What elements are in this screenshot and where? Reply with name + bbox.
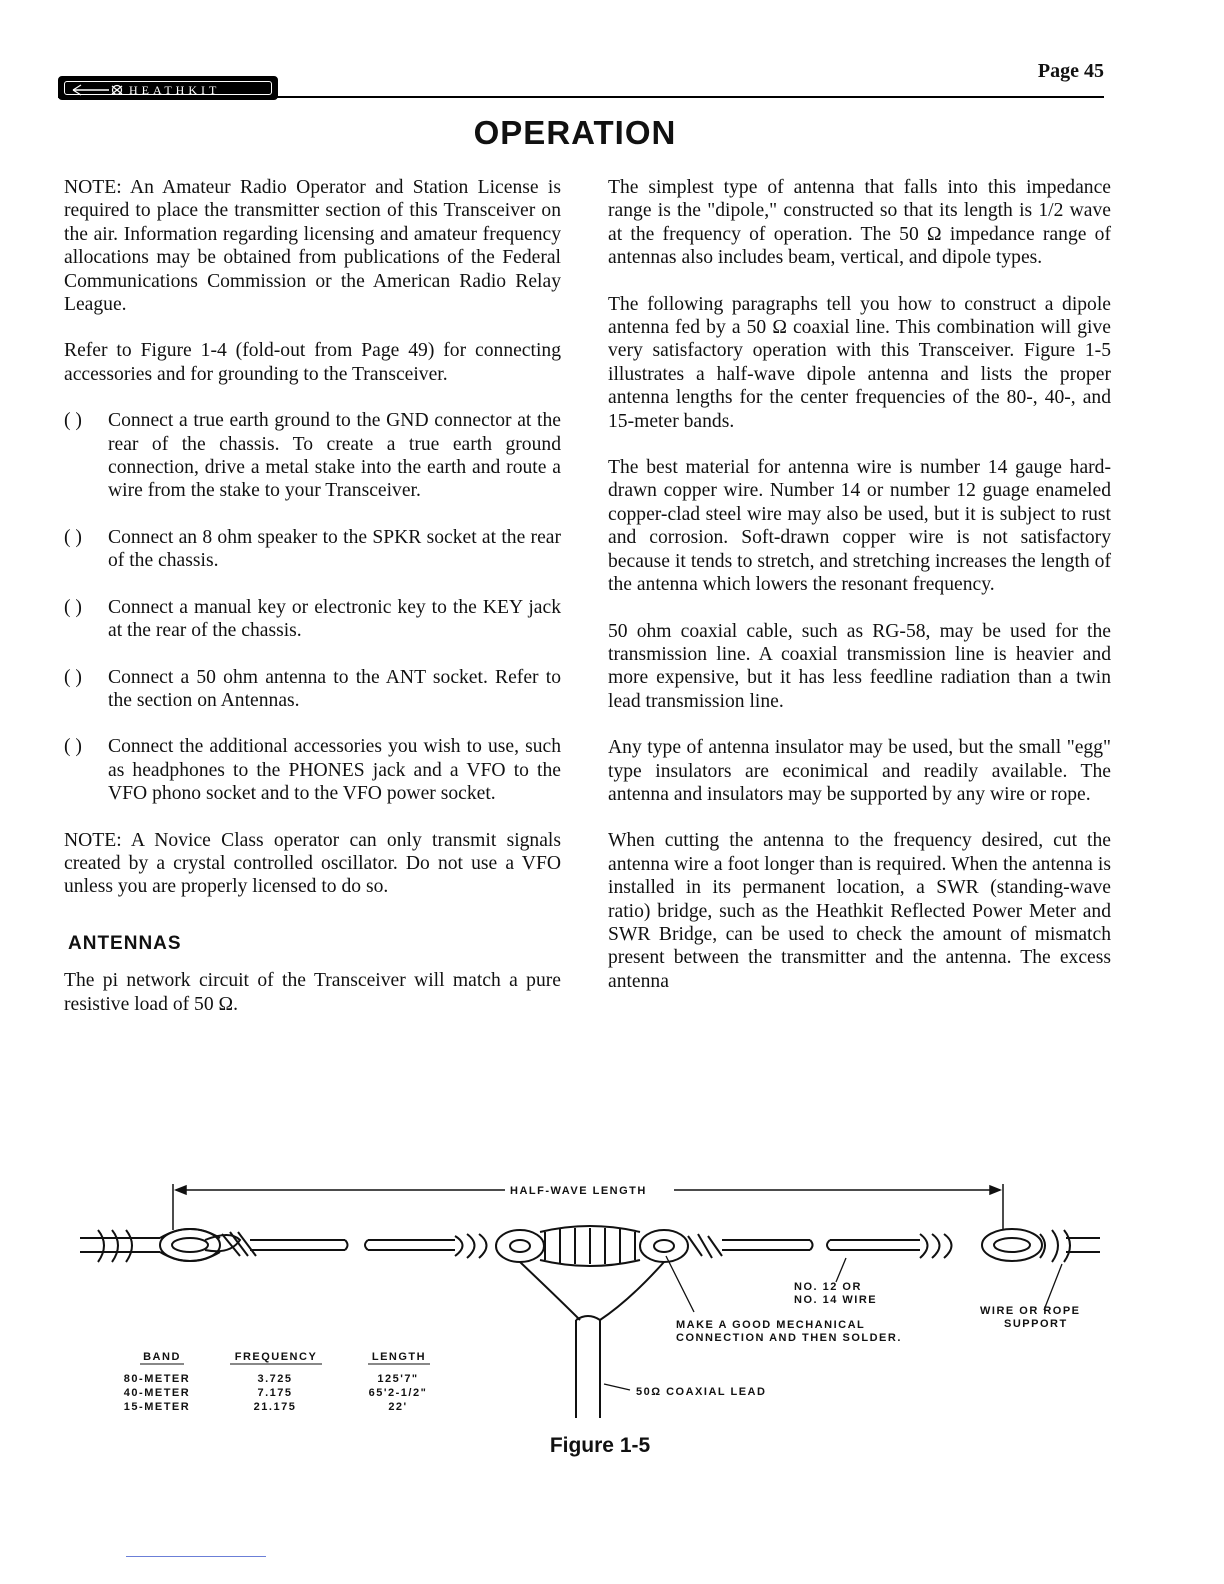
table-cell: 15-METER [123, 1401, 191, 1413]
step-text: Connect a manual key or electronic key to the KEY jack at the rear of the chassis. [108, 596, 561, 642]
table-header-band: BAND [143, 1351, 181, 1363]
support-label-line2: SUPPORT [1004, 1318, 1068, 1330]
step-key [64, 596, 561, 643]
paragraph-construction: The following paragraphs tell you how to construct a dipole antenna fed by a 50 Ω coaxial line. This combination will give very satisfactory operation with this Transceiver. Figure 1-5 illustrates a half-wave dipole antenna and lists the proper antenna lengths for the center frequencies of the 80-, 40-, and 15-meter bands. [608, 293, 1111, 432]
license-note: NOTE: An Amateur Radio Operator and Station License is required to place the transmitter section of this Transceiver on the air. Information regarding licensing and amateur frequency allocations may be obtained from publications of the Federal Communications Commission or the American Radio Relay League. [64, 177, 561, 316]
right-antenna-wire [688, 1234, 952, 1258]
left-support [80, 1229, 220, 1262]
step-accessories [64, 735, 561, 805]
table-cell: 7.175 [257, 1387, 293, 1399]
right-support [982, 1229, 1100, 1262]
coax-label: 50Ω COAXIAL LEAD [636, 1386, 767, 1398]
wire-label-line1: NO. 12 OR [794, 1281, 862, 1293]
step-text: Connect an 8 ohm speaker to the SPKR socket at the rear of the chassis. [108, 526, 561, 572]
half-wave-label: HALF-WAVE LENGTH [510, 1185, 647, 1197]
left-column [64, 176, 561, 1039]
step-ground [64, 409, 561, 503]
novice-note: NOTE: A Novice Class operator can only transmit signals created by a crystal controlled oscillator. Do not use a VFO unless you are properly licensed to do so. [64, 829, 561, 898]
step-checkbox[interactable]: ( ) [64, 410, 82, 432]
heathkit-emblem-icon [71, 83, 127, 97]
step-checkbox[interactable]: ( ) [64, 526, 82, 548]
step-antenna [64, 666, 561, 713]
table-header-frequency: FREQUENCY [234, 1351, 318, 1363]
antennas-heading: ANTENNAS [68, 932, 182, 954]
paragraph-dipole: The simplest type of antenna that falls into this impedance range is the "dipole," constructed so that its length is 1/2 wave at the frequency of operation. The 50 Ω impedance range of antennas also includes beam, vertical, and dipole types. [608, 177, 1111, 269]
table-cell: 80-METER [123, 1373, 191, 1385]
left-antenna-wire [205, 1232, 487, 1258]
connection-label-line1: MAKE A GOOD MECHANICAL [676, 1319, 866, 1331]
table-cell: 21.175 [253, 1401, 297, 1413]
table-header-length: LENGTH [371, 1351, 427, 1363]
brand-name: HEATHKIT [129, 83, 221, 97]
header-rule [58, 96, 1104, 98]
refer-paragraph: Refer to Figure 1-4 (fold-out from Page 49) for connecting accessories and for grounding to the Transceiver. [64, 340, 561, 385]
dipole-antenna-diagram [0, 1170, 1224, 1470]
center-insulator [496, 1226, 688, 1266]
step-checkbox[interactable]: ( ) [64, 596, 82, 618]
step-speaker [64, 526, 561, 573]
dipole-figure [0, 1170, 1224, 1470]
page-title: OPERATION [473, 114, 677, 151]
step-checkbox[interactable]: ( ) [64, 666, 82, 688]
figure-caption: Figure 1-5 [549, 1434, 651, 1457]
step-text: Connect a true earth ground to the GND connector at the rear of the chassis. To create a true earth ground connection, drive a metal stake into the earth and route a wire from the stake to your Transceiver. [108, 410, 561, 502]
connection-label-line2: CONNECTION AND THEN SOLDER. [676, 1332, 902, 1344]
paragraph-insulators: Any type of antenna insulator may be used, but the small "egg" type insulators are econimical and readily available. The antenna and insulators may be supported by any wire or rope. [608, 737, 1111, 805]
right-column [608, 176, 1111, 1016]
table-cell: 40-METER [123, 1387, 191, 1399]
length-table [124, 1351, 430, 1413]
paragraph-coax: 50 ohm coaxial cable, such as RG-58, may be used for the transmission line. A coaxial transmission line is heavier and more expensive, but it has less feedline radiation than a twin lead transmission line. [608, 620, 1111, 712]
wire-label-line2: NO. 14 WIRE [794, 1294, 878, 1306]
paragraph-wire-material: The best material for antenna wire is number 14 gauge hard-drawn copper wire. Number 14 or number 12 guage enameled copper-clad steel wire may also be used, but it is subject to rust and corrosion. Soft-drawn copper wire is not satisfactory because it tends to stretch, and stretching increases the length of the antenna which lowers the resonant frequency. [608, 457, 1111, 596]
support-label-line1: WIRE OR ROPE [980, 1305, 1081, 1317]
table-cell: 3.725 [257, 1373, 293, 1385]
table-cell: 22' [388, 1401, 408, 1413]
antennas-intro: The pi network circuit of the Transceiver will match a pure resistive load of 50 Ω. [64, 970, 561, 1015]
logo-border [64, 81, 272, 95]
page-number: Page 45 [1037, 60, 1104, 82]
table-cell: 65'2-1/2" [368, 1387, 428, 1399]
footer-mark [126, 1556, 266, 1557]
table-cell: 125'7" [377, 1373, 419, 1385]
step-checkbox[interactable]: ( ) [64, 736, 82, 758]
paragraph-cutting: When cutting the antenna to the frequency desired, cut the antenna wire a foot longer than is required. When the antenna is installed in its permanent location, a SWR (standing-wave ratio) bridge, such as the Heathkit Reflected Power Meter and SWR Bridge, can be used to check the amount of mismatch present between the transmitter and the antenna. The excess antenna [608, 830, 1111, 992]
step-text: Connect the additional accessories you wish to use, such as headphones to the PHONES jack and a VFO to the VFO phono socket and to the VFO power socket. [108, 736, 561, 805]
step-text: Connect a 50 ohm antenna to the ANT socket. Refer to the section on Antennas. [108, 666, 561, 711]
